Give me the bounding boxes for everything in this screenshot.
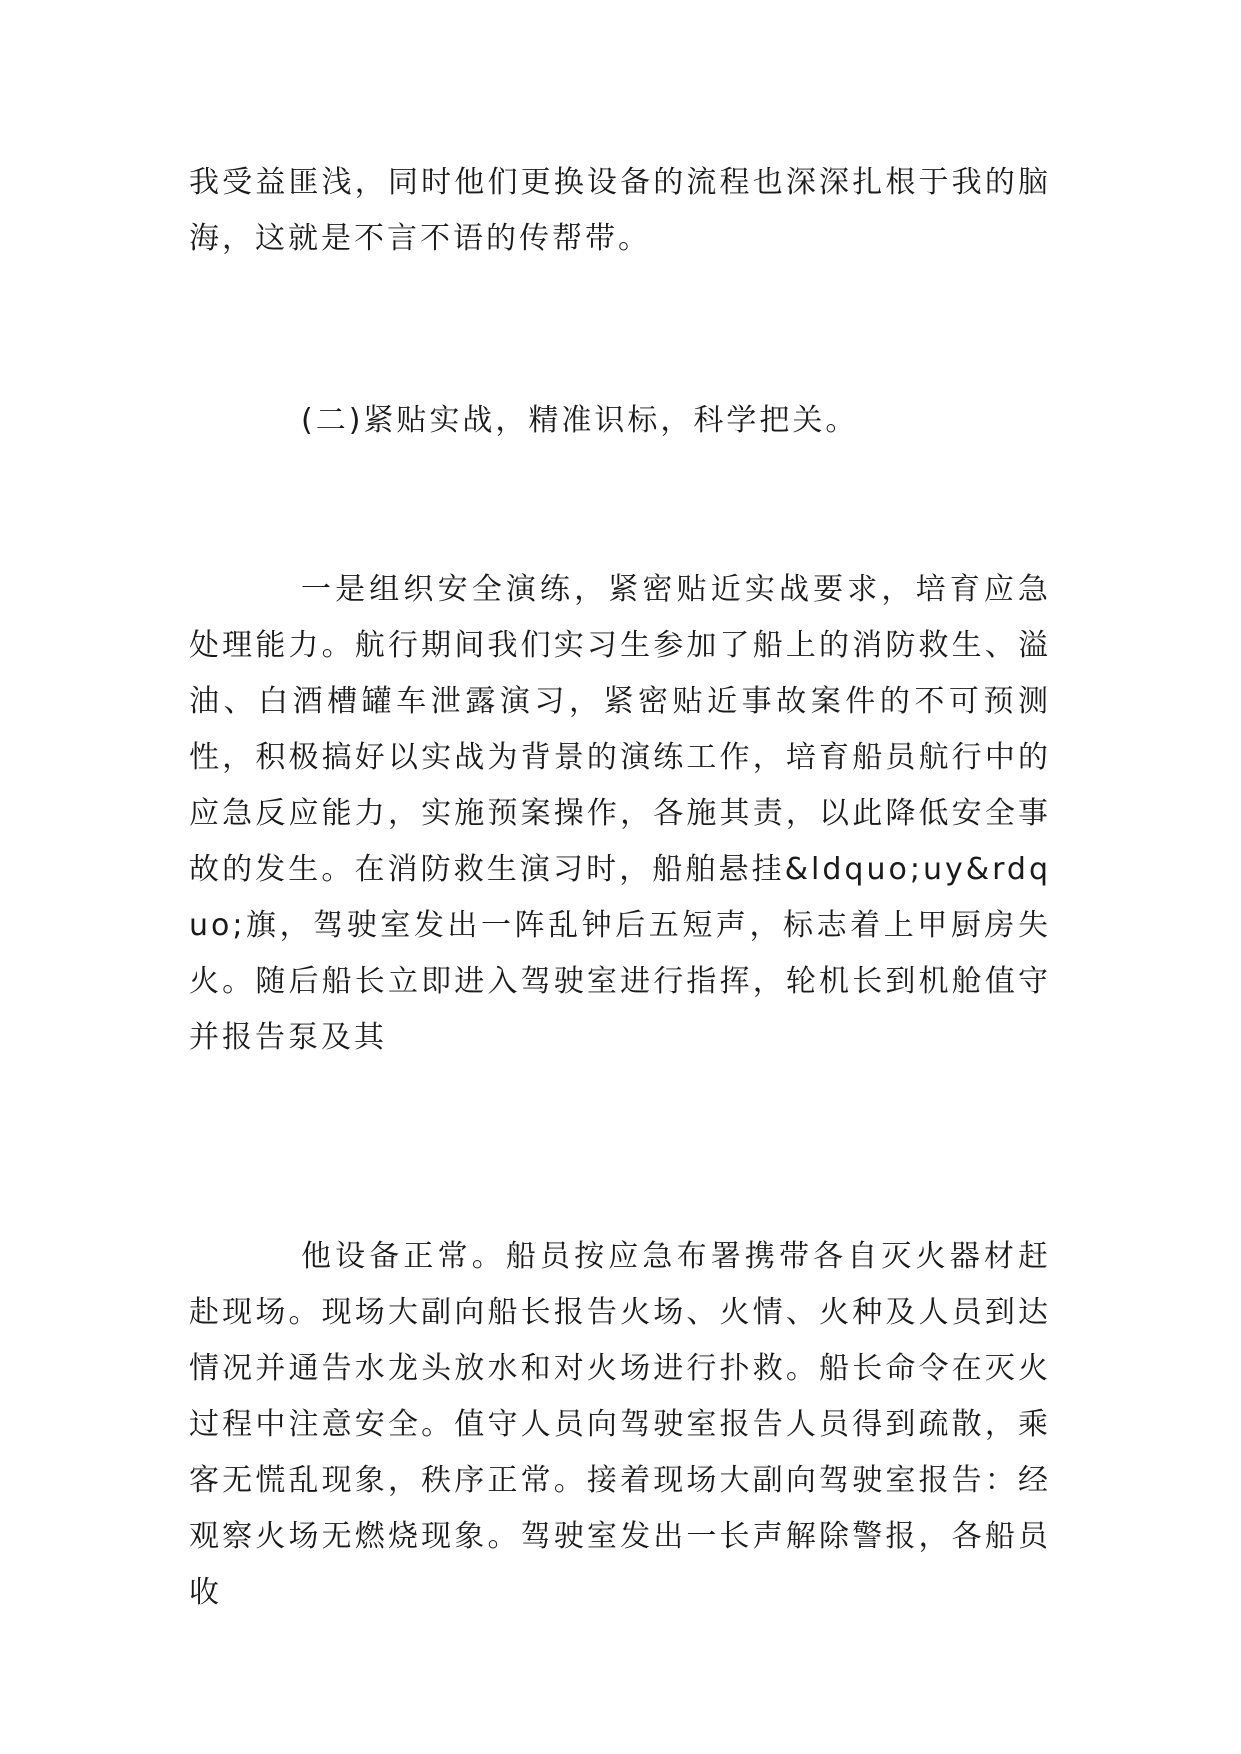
section-heading: (二)紧贴实战，精准识标，科学把关。: [301, 403, 859, 438]
paragraph-fire-response: 他设备正常。船员按应急布署携带各自灭火器材赶赴现场。现场大副向船长报告火场、火情、火种及人员到达情况并通告水龙头放水和对火场进行扑救。船长命令在灭火过程中注意安全。值守人员向驾驶室报告人员得到疏散，乘客无慌乱现象，秩序正常。接着现场大副向驾驶室报告：经观察火场无燃烧现象。驾驶室发出一长声解除警报，各船员收: [189, 1239, 1051, 1610]
paragraph-drill: 一是组织安全演练，紧密贴近实战要求，培育应急处理能力。航行期间我们实习生参加了船上的消防救生、溢油、白酒槽罐车泄露演习，紧密贴近事故案件的不可预测性，积极搞好以实战为背景的演练工作，培育船员航行中的应急反应能力，实施预案操作，各施其责，以此降低安全事故的发生。在消防救生演习时，船舶悬挂&ldquo;uy&rdquo;旗，驾驶室发出一阵乱钟后五短声，标志着上甲厨房失火。随后船长立即进入驾驶室进行指挥，轮机长到机舱值守并报告泵及其: [189, 572, 1051, 1055]
paragraph-continuation: 我受益匪浅，同时他们更换设备的流程也深深扎根于我的脑海，这就是不言不语的传帮带。: [189, 165, 1051, 256]
